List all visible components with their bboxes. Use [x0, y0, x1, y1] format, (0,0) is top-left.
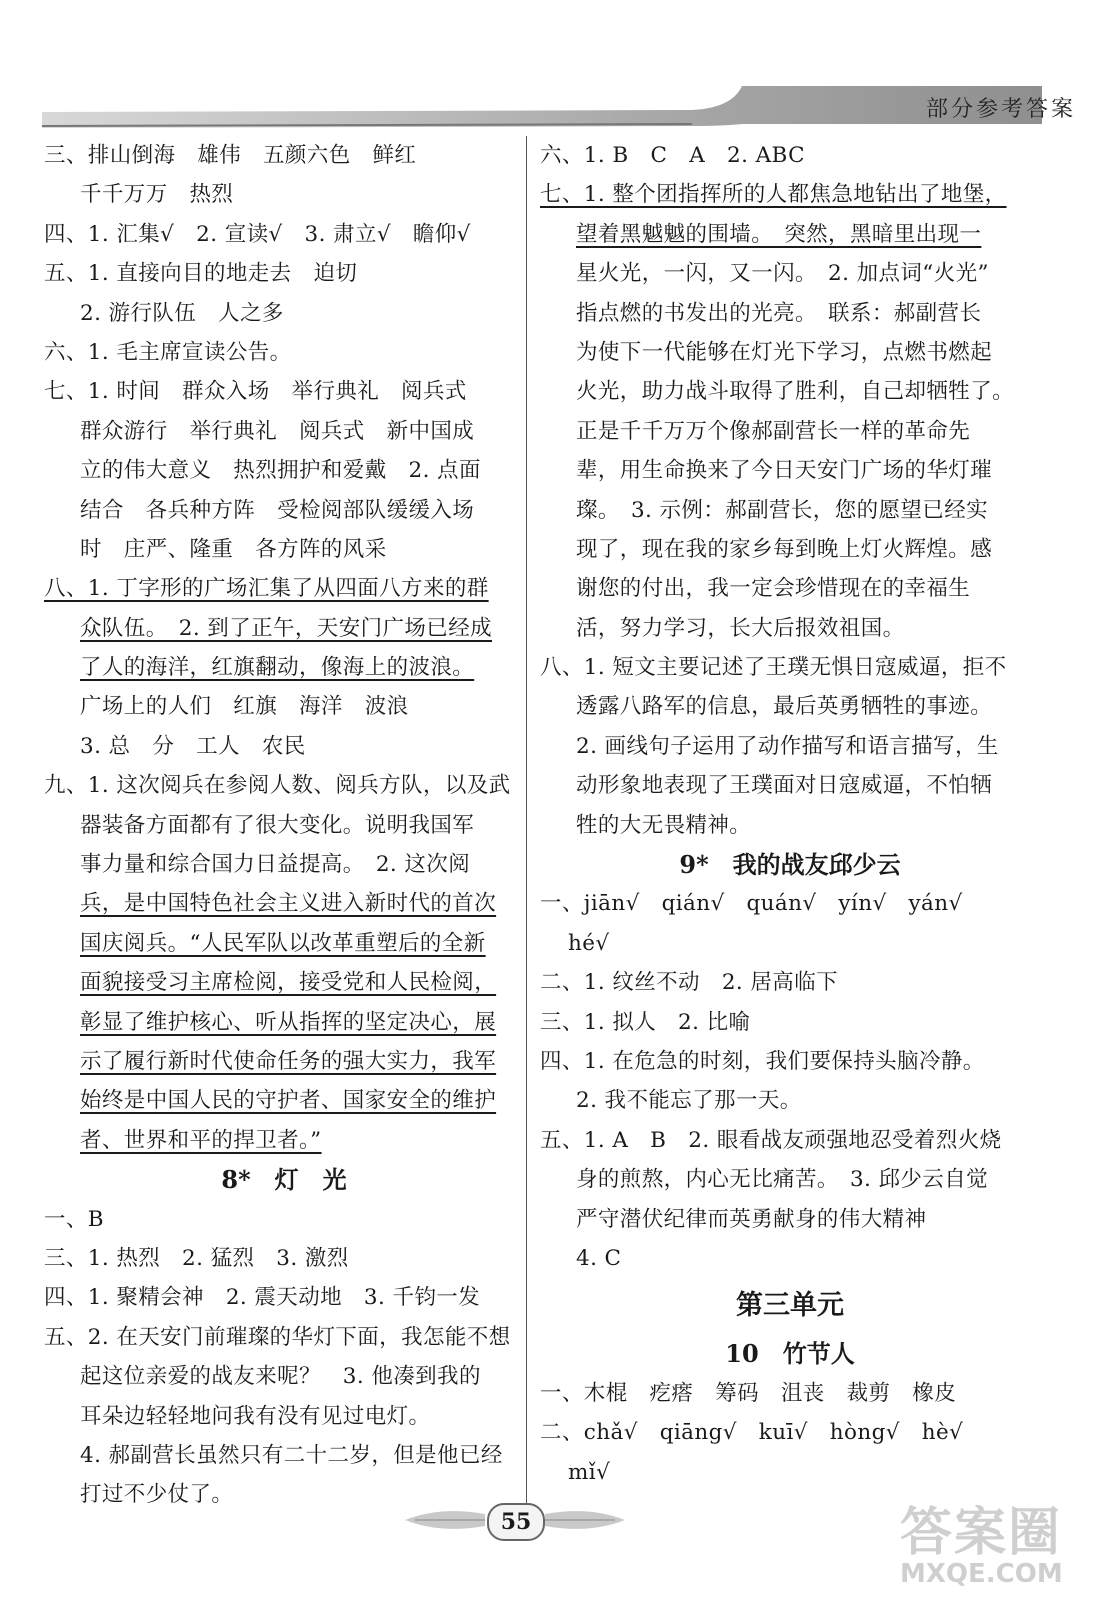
answer-line: 2. 我不能忘了那一天。 [576, 1088, 802, 1114]
underlined-answer-line: 示了履行新时代使命任务的强大实力，我军 [80, 1048, 497, 1074]
underlined-answer-line: 者、世界和平的捍卫者。” [80, 1127, 322, 1153]
answer-line: 4. C [576, 1245, 622, 1271]
right-column [540, 136, 1040, 1492]
underlined-answer-line: 众队伍。 2. 到了正午，天安门广场已经成 [80, 615, 492, 641]
answer-line: 三、1. 热烈 2. 猛烈 3. 激烈 [44, 1245, 349, 1271]
answer-line: 谢您的付出，我一定会珍惜现在的幸福生 [576, 576, 971, 602]
answer-line: 二、chǎ√ qiāng√ kuī√ hòng√ hè√ [540, 1420, 964, 1446]
answer-line: 九、1. 这次阅兵在参阅人数、阅兵方队，以及武 [44, 773, 511, 799]
underlined-answer-line: 面貌接受习主席检阅，接受党和人民检阅， [80, 970, 497, 996]
underlined-answer-line: 兵，是中国特色社会主义进入新时代的首次 [80, 891, 497, 917]
answer-line: 璨。 3. 示例：郝副营长，您的愿望已经实 [576, 497, 988, 523]
answer-line: 五、1. A B 2. 眼看战友顽强地忍受着烈火烧 [540, 1127, 1002, 1153]
underlined-answer-line: 国庆阅兵。“人民军队以改革重塑后的全新 [80, 930, 486, 956]
answer-line: 一、jiān√ qián√ quán√ yín√ yán√ [540, 891, 963, 917]
answer-line: 八、1. 短文主要记述了王璞无惧日寇威逼，拒不 [540, 655, 1007, 681]
answer-line: 3. 总 分 工人 农民 [80, 733, 306, 759]
unit-title: 第三单元 [736, 1290, 844, 1322]
lesson-title: 8* 灯 光 [221, 1165, 347, 1195]
answer-line: 严守潜伏纪律而英勇献身的伟大精神 [576, 1206, 927, 1232]
left-column [44, 136, 524, 1515]
answer-line: 打过不少仗了。 [80, 1482, 234, 1508]
underlined-answer-line: 望着黑魆魆的围墙。 突然，黑暗里出现一 [576, 221, 982, 247]
answer-line: 结合 各兵种方阵 受检阅部队缓缓入场 [80, 497, 475, 523]
answer-line: 器装备方面都有了很大变化。说明我国军 [80, 812, 475, 838]
answer-line: 四、1. 聚精会神 2. 震天动地 3. 千钧一发 [44, 1285, 481, 1311]
column-divider [526, 136, 527, 1536]
answer-line: 事力量和综合国力日益提高。 2. 这次阅 [80, 852, 471, 878]
underlined-answer-line: 了人的海洋，红旗翻动，像海上的波浪。 [80, 655, 475, 681]
answer-line: 起这位亲爱的战友来呢？ 3. 他凑到我的 [80, 1364, 481, 1390]
answer-line: 星火光，一闪，又一闪。 2. 加点词“火光” [576, 261, 989, 287]
answer-line: 耳朵边轻轻地问我有没有见过电灯。 [80, 1403, 431, 1429]
answer-line: 群众游行 举行典礼 阅兵式 新中国成 [80, 418, 475, 444]
answer-line: 千千万万 热烈 [80, 182, 234, 208]
page-header-title: 部分参考答案 [925, 97, 1076, 122]
answer-line: mǐ√ [568, 1459, 611, 1485]
answer-line: 时 庄严、隆重 各方阵的风采 [80, 536, 387, 562]
answer-line: 五、2. 在天安门前璀璨的华灯下面，我怎能不想 [44, 1324, 511, 1350]
answer-line: 身的煎熬，内心无比痛苦。 3. 邱少云自觉 [576, 1167, 988, 1193]
answer-line: 指点燃的书发出的光亮。 联系：郝副营长 [576, 300, 982, 326]
answer-line: hé√ [568, 930, 610, 956]
answer-line: 七、1. 时间 群众入场 举行典礼 阅兵式 [44, 379, 467, 405]
answer-line: 二、1. 纹丝不动 2. 居高临下 [540, 970, 838, 996]
watermark-text: 答案圈 [900, 1503, 1063, 1563]
answer-line: 2. 游行队伍 人之多 [80, 300, 284, 326]
answer-line: 为使下一代能够在灯光下学习，点燃书燃起 [576, 339, 993, 365]
lesson-title: 10 竹节人 [725, 1339, 855, 1369]
answer-line: 正是千千万万个像郝副营长一样的革命先 [576, 418, 971, 444]
page-number: 55 [487, 1503, 545, 1541]
answer-line: 四、1. 在危急的时刻，我们要保持头脑冷静。 [540, 1048, 985, 1074]
watermark-logo [900, 1490, 1110, 1600]
answer-line: 辈，用生命换来了今日天安门广场的华灯璀 [576, 458, 993, 484]
answer-line: 动形象地表现了王璞面对日寇威逼，不怕牺 [576, 773, 993, 799]
header-band [42, 86, 1042, 132]
underlined-answer-line: 始终是中国人民的守护者、国家安全的维护 [80, 1088, 497, 1114]
answer-line: 三、1. 拟人 2. 比喻 [540, 1009, 751, 1035]
answer-line: 透露八路军的信息，最后英勇牺牲的事迹。 [576, 694, 993, 720]
answer-line: 活，努力学习，长大后报效祖国。 [576, 615, 905, 641]
answer-line: 一、B [44, 1206, 104, 1232]
answer-line: 2. 画线句子运用了动作描写和语言描写，生 [576, 733, 999, 759]
answer-line: 一、木棍 疙瘩 筹码 沮丧 裁剪 橡皮 [540, 1380, 957, 1406]
underlined-answer-line: 七、1. 整个团指挥所的人都焦急地钻出了地堡， [540, 182, 1007, 208]
answer-line: 四、1. 汇集√ 2. 宣读√ 3. 肃立√ 瞻仰√ [44, 221, 471, 247]
watermark-url: MXQE.COM [900, 1559, 1063, 1589]
lesson-title: 9* 我的战友邱少云 [679, 850, 901, 880]
answer-line: 立的伟大意义 热烈拥护和爱戴 2. 点面 [80, 458, 481, 484]
answer-line: 火光，助力战斗取得了胜利，自己却牺牲了。 [576, 379, 1015, 405]
underlined-answer-line: 八、1. 丁字形的广场汇集了从四面八方来的群 [44, 576, 489, 602]
answer-line: 牲的大无畏精神。 [576, 812, 752, 838]
answer-line: 广场上的人们 红旗 海洋 波浪 [80, 694, 409, 720]
answer-line: 五、1. 直接向目的地走去 迫切 [44, 261, 358, 287]
answer-line: 六、1. B C A 2. ABC [540, 143, 805, 168]
answer-line: 三、排山倒海 雄伟 五颜六色 鲜红 [44, 143, 417, 168]
answer-line: 现了，现在我的家乡每到晚上灯火辉煌。感 [576, 536, 993, 562]
answer-line: 4. 郝副营长虽然只有二十二岁，但是他已经 [80, 1442, 503, 1468]
answer-line: 六、1. 毛主席宣读公告。 [44, 339, 292, 365]
underlined-answer-line: 彰显了维护核心、听从指挥的坚定决心，展 [80, 1009, 497, 1035]
